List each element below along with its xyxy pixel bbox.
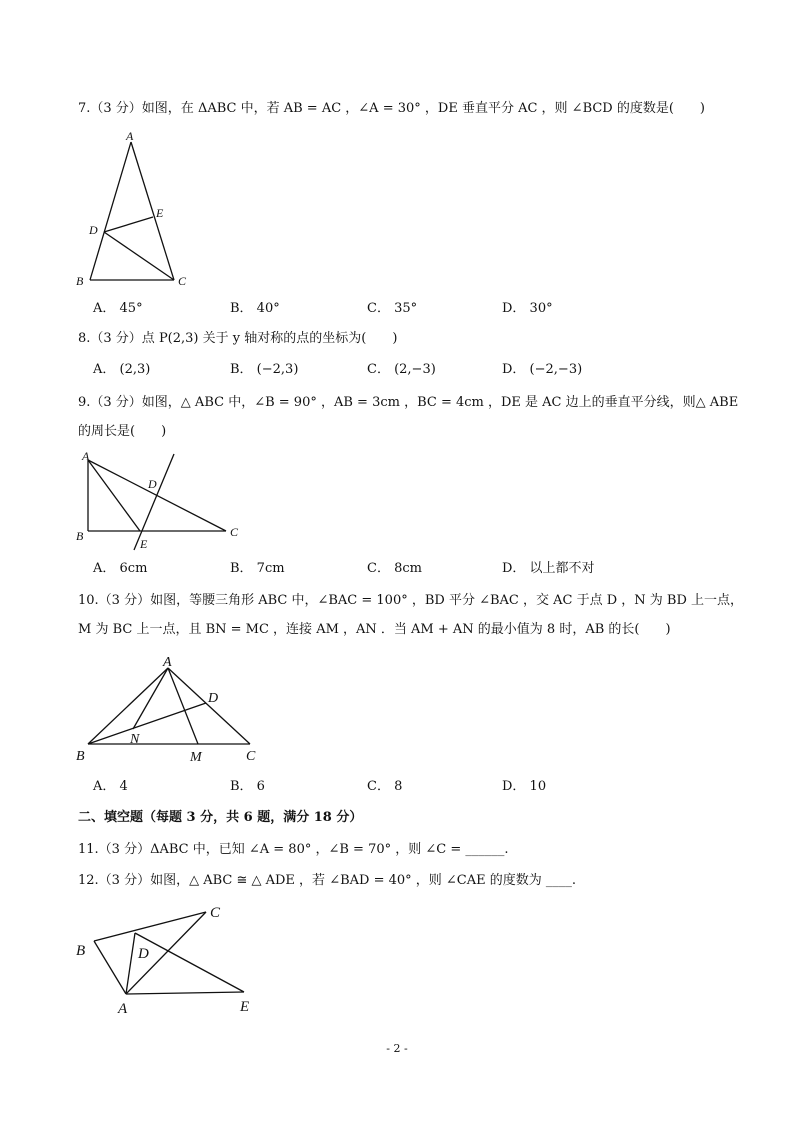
q7-label-d: D [89, 223, 98, 237]
q9-option-b[interactable]: B． 7cm [230, 561, 285, 576]
q7-stem: 7.（3 分）如图，在 ΔABC 中，若 AB = AC ，∠A = 30° ，DE 垂直平分 AC ，则 ∠BCD 的度数是( ) [78, 101, 706, 116]
q8-stem: 8.（3 分）点 P(2,3) 关于 y 轴对称的点的坐标为( ) [78, 331, 398, 346]
q12-side-ba [94, 941, 126, 994]
q12-label-e: E [240, 999, 250, 1015]
q12-label-a: A [118, 1001, 128, 1017]
q10-option-d[interactable]: D． 10 [502, 779, 547, 794]
q9-label-c: C [230, 525, 239, 539]
q8-option-b[interactable]: B． (−2,3) [230, 362, 299, 377]
q7-label-b: B [76, 274, 84, 288]
q9-label-a: A [82, 449, 90, 463]
q9-label-e: E [140, 537, 148, 551]
q9-option-c[interactable]: C． 8cm [367, 561, 422, 576]
q11-stem: 11.（3 分）ΔABC 中，已知 ∠A = 80° ，∠B = 70° ，则 ∠C = ______. [78, 842, 509, 857]
q10-segment-am [168, 668, 198, 744]
q12-stem: 12.（3 分）如图，△ ABC ≅ △ ADE ，若 ∠BAD = 40° ，则 ∠CAE 的度数为 ____. [78, 873, 577, 888]
q7-option-a[interactable]: A． 45° [93, 301, 143, 316]
q9-figure [72, 448, 252, 556]
q9-perpendicular-bisector [134, 454, 174, 550]
q10-option-b[interactable]: B． 6 [230, 779, 265, 794]
q12-side-ae [126, 992, 244, 994]
q10-side-ac [168, 668, 250, 744]
q7-option-d[interactable]: D． 30° [502, 301, 553, 316]
q7-side-ab [90, 142, 131, 280]
q7-side-ac [131, 142, 174, 280]
section-heading-fill-in: 二、填空题（每题 3 分，共 6 题，满分 18 分） [78, 810, 363, 825]
q9-option-d[interactable]: D． 以上都不对 [502, 561, 595, 576]
q10-stem-line1: 10.（3 分）如图，等腰三角形 ABC 中，∠BAC = 100° ，BD 平分 ∠BAC ，交 AC 于点 D ，N 为 BD 上一点， [78, 593, 744, 608]
q9-label-d: D [148, 477, 157, 491]
q10-segment-bd [88, 703, 206, 744]
q12-figure [72, 898, 272, 1020]
q9-stem-line1: 9.（3 分）如图，△ ABC 中，∠B = 90° ，AB = 3cm ，BC = 4cm ，DE 是 AC 边上的垂直平分线，则△ ABE [78, 395, 739, 410]
q10-label-n: N [130, 732, 140, 747]
q9-segment-ae [88, 460, 140, 531]
q10-label-a: A [163, 655, 172, 670]
q10-side-ab [88, 668, 168, 744]
q10-label-m: M [190, 750, 202, 765]
q7-label-a: A [126, 129, 134, 143]
q12-side-bc [94, 912, 206, 941]
q10-stem-line2: M 为 BC 上一点，且 BN = MC ，连接 AM ，AN ．当 AM + AN 的最小值为 8 时，AB 的长( ) [78, 622, 671, 637]
q8-option-c[interactable]: C． (2,−3) [367, 362, 436, 377]
q9-stem-line2: 的周长是( ) [78, 424, 167, 439]
q10-option-c[interactable]: C． 8 [367, 779, 403, 794]
q7-segment-dc [104, 232, 174, 280]
page-number: - 2 - [386, 1042, 408, 1055]
q9-label-b: B [76, 529, 84, 543]
q10-label-d: D [208, 691, 219, 706]
q7-option-b[interactable]: B． 40° [230, 301, 280, 316]
q7-label-c: C [178, 274, 187, 288]
q12-label-b: B [76, 943, 86, 959]
q12-label-d: D [138, 946, 149, 962]
q10-option-a[interactable]: A． 4 [93, 779, 128, 794]
q10-label-b: B [76, 749, 85, 764]
q7-segment-de [104, 217, 153, 232]
q10-figure [72, 650, 272, 768]
q10-label-c: C [246, 749, 256, 764]
q12-label-c: C [210, 905, 221, 921]
q8-option-a[interactable]: A． (2,3) [93, 362, 151, 377]
q7-option-c[interactable]: C． 35° [367, 301, 418, 316]
q7-label-e: E [156, 206, 164, 220]
q12-side-ad [126, 933, 135, 994]
q12-side-de [135, 933, 244, 992]
q9-option-a[interactable]: A． 6cm [93, 561, 148, 576]
q10-segment-an [133, 668, 168, 729]
q8-option-d[interactable]: D． (−2,−3) [502, 362, 583, 377]
q7-figure [72, 128, 202, 290]
